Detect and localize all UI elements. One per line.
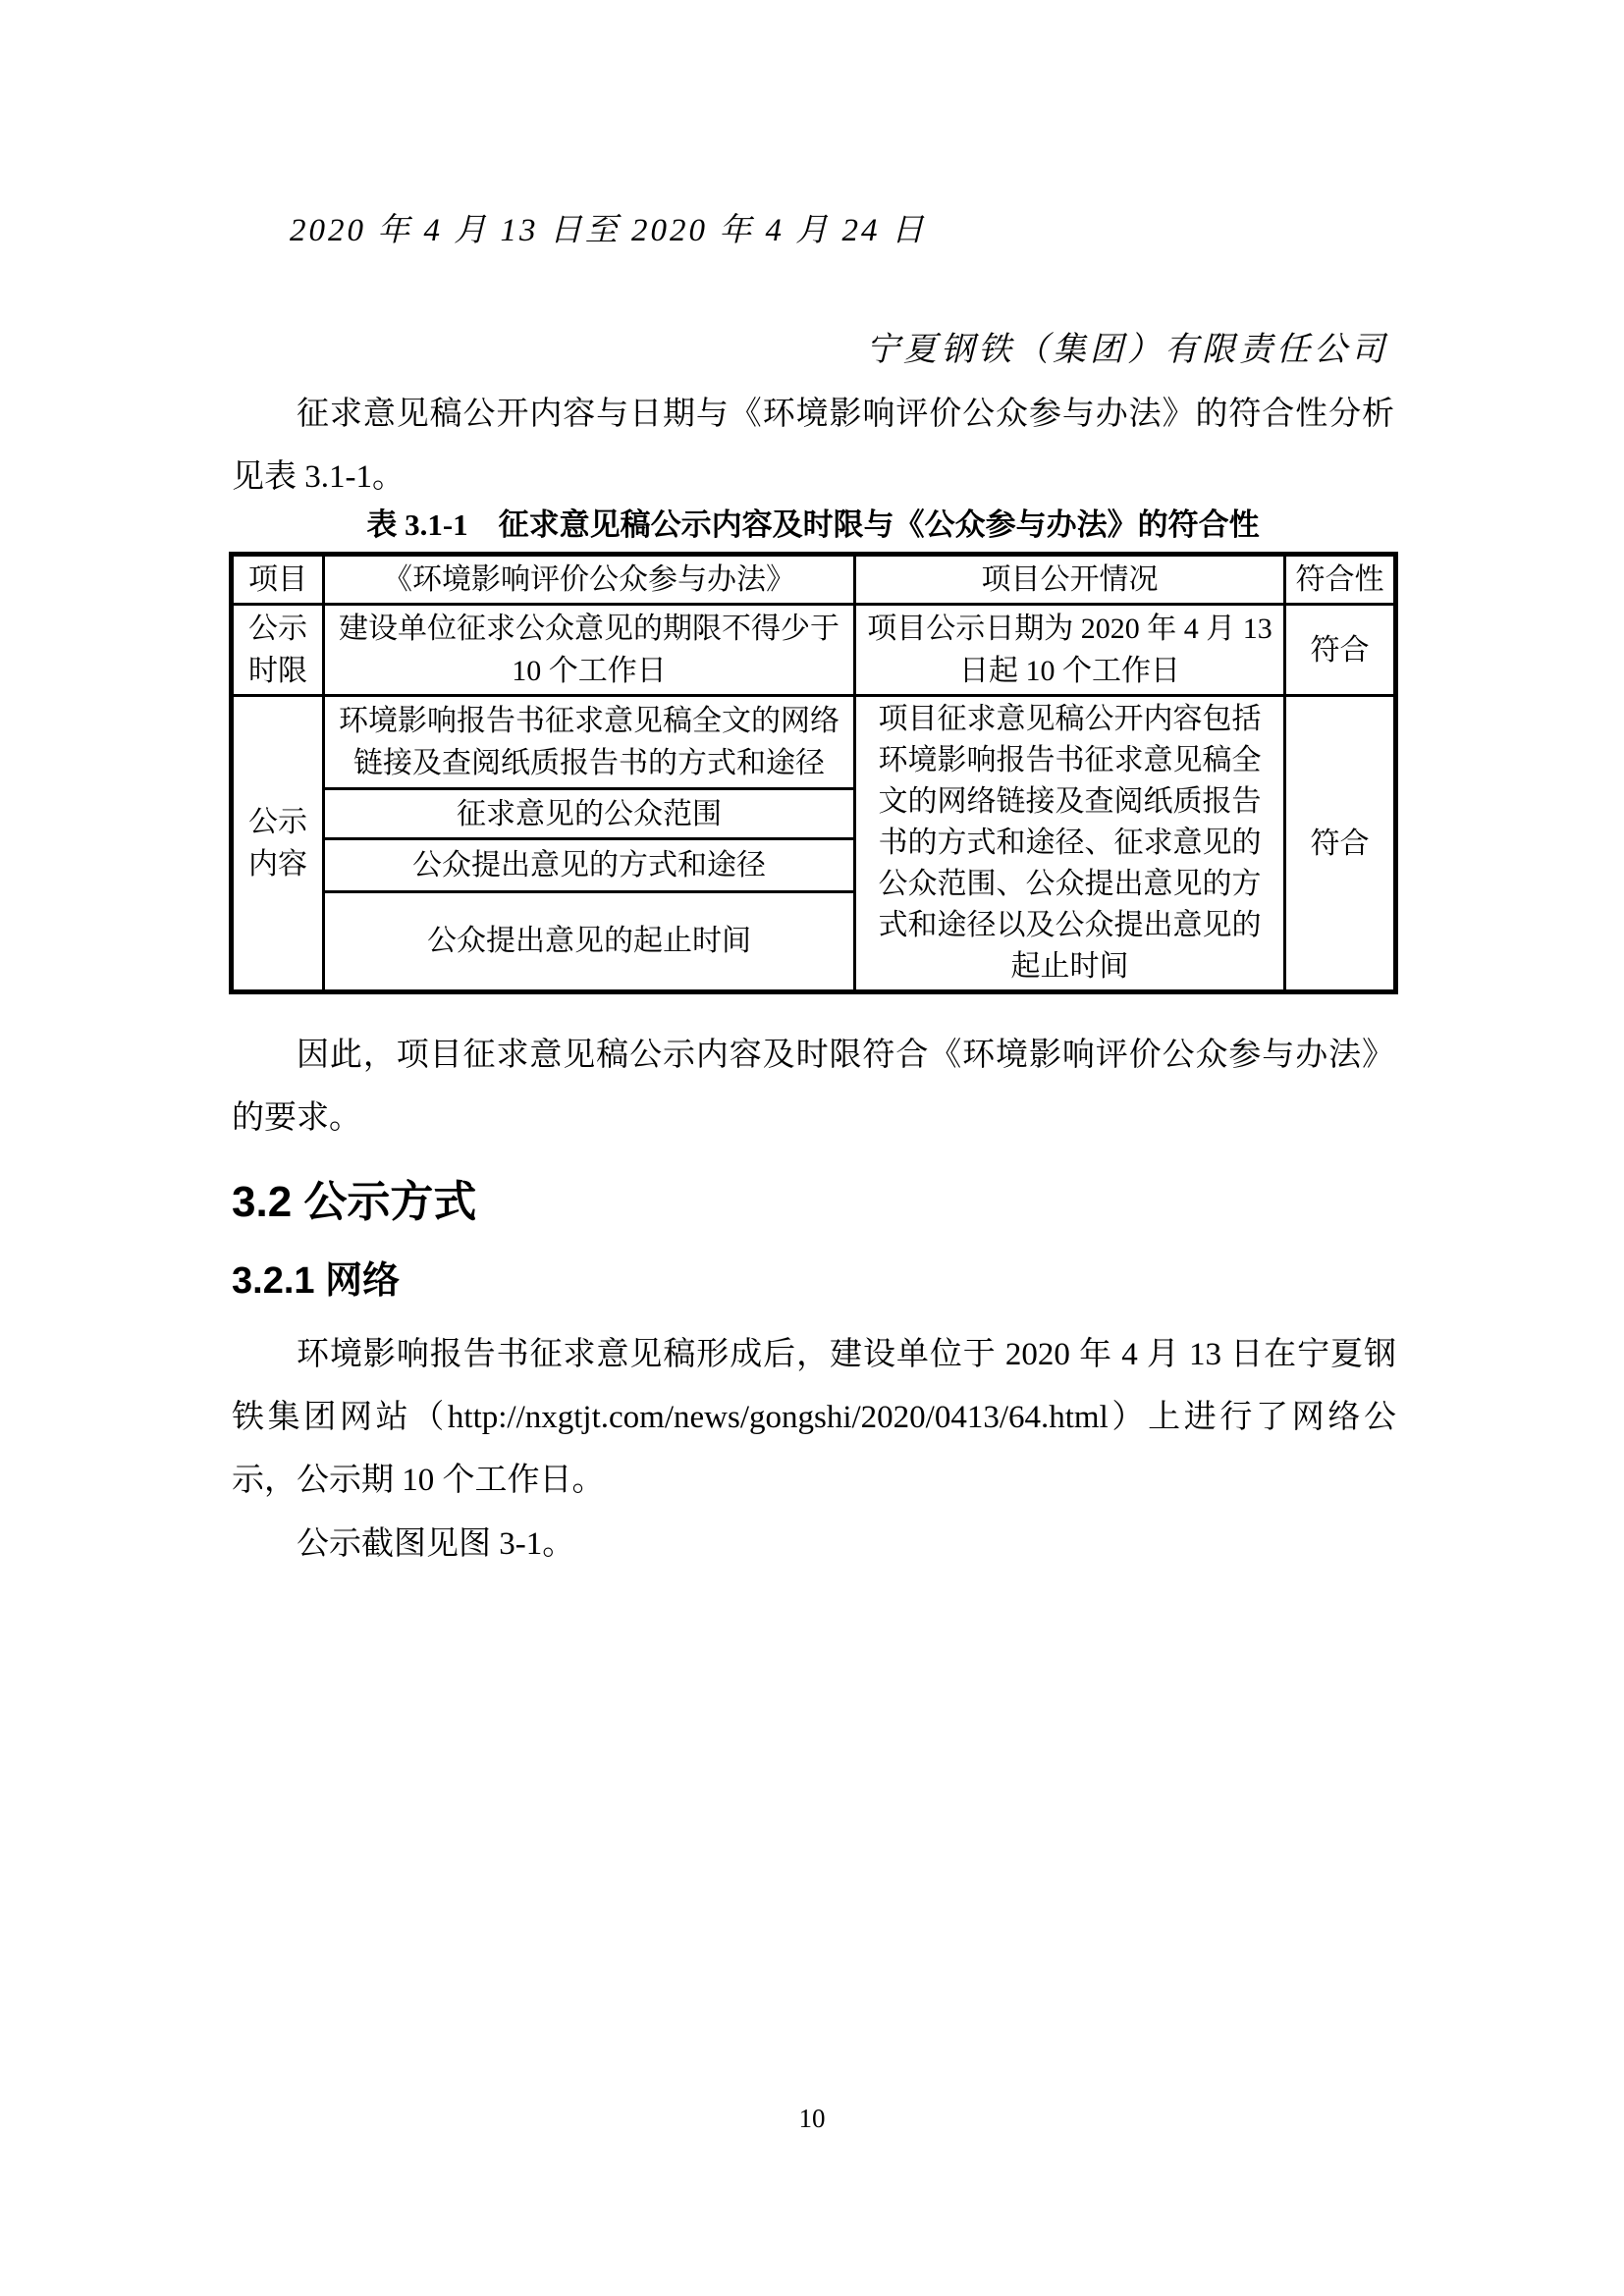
- para-figure-reference: 公示截图见图 3-1。: [297, 1526, 575, 1562]
- compliance-table: [229, 552, 1398, 994]
- section-heading-3-2: 3.2 公示方式: [232, 1178, 477, 1226]
- para-compliance-analysis: 征求意见稿公开内容与日期与《环境影响评价公众参与办法》的符合性分析见表 3.1-1。: [232, 397, 1394, 495]
- para-conclusion: 因此，项目征求意见稿公示内容及时限符合《环境影响评价公众参与办法》的要求。: [232, 1038, 1394, 1136]
- para-network-publicity: 环境影响报告书征求意见稿形成后，建设单位于 2020 年 4 月 13 日在宁夏钢铁集团网站（http://nxgtjt.com/news/gongshi/2020/0413/64.html）上进行了网络公示，公示期 10 个工作日。: [232, 1337, 1396, 1498]
- header-cell-measures: 《环境影响评价公众参与办法》: [324, 555, 855, 605]
- cell-content-item: 公示内容: [232, 696, 324, 992]
- subsection-heading-3-2-1: 3.2.1 网络: [232, 1260, 401, 1302]
- header-cell-compliance: 符合性: [1285, 555, 1396, 605]
- cell-period-project: 项目公示日期为 2020 年 4 月 13 日起 10 个工作日: [855, 605, 1285, 696]
- table-header-row: [232, 555, 1396, 605]
- cell-content-project: 项目征求意见稿公开内容包括环境影响报告书征求意见稿全文的网络链接及查阅纸质报告书的方式和途径、征求意见的公众范围、公众提出意见的方式和途径以及公众提出意见的起止时间: [855, 696, 1285, 992]
- cell-content-measure-2: 征求意见的公众范围: [324, 789, 855, 839]
- table-row-period: [232, 605, 1396, 696]
- cell-period-measure: 建设单位征求公众意见的期限不得少于 10 个工作日: [324, 605, 855, 696]
- cell-content-measure-1: 环境影响报告书征求意见稿全文的网络链接及查阅纸质报告书的方式和途径: [324, 696, 855, 789]
- header-cell-project: 项目公开情况: [855, 555, 1285, 605]
- cell-period-compliance: 符合: [1285, 605, 1396, 696]
- publicity-date-range: 2020 年 4 月 13 日至 2020 年 4 月 24 日: [290, 213, 927, 248]
- page-number: 10: [798, 2104, 826, 2133]
- cell-content-compliance: 符合: [1285, 696, 1396, 992]
- cell-content-measure-4: 公众提出意见的起止时间: [324, 891, 855, 991]
- cell-content-measure-3: 公众提出意见的方式和途径: [324, 839, 855, 891]
- header-cell-item: 项目: [232, 555, 324, 605]
- cell-period-item: 公示时限: [232, 605, 324, 696]
- table-caption: 表 3.1-1 征求意见稿公示内容及时限与《公众参与办法》的符合性: [366, 507, 1260, 542]
- company-signature: 宁夏钢铁（集团）有限责任公司: [866, 332, 1388, 368]
- table-row-content-1: [232, 696, 1396, 789]
